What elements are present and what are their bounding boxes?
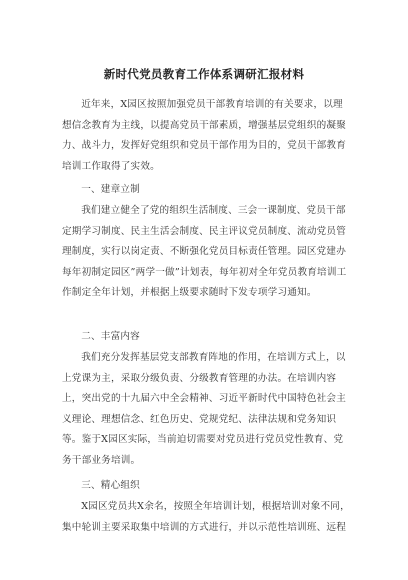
document-title: 新时代党员教育工作体系调研汇报材料 <box>103 67 305 81</box>
section-body-2: 我们充分发挥基层党支部教育阵地的作用，在培训方式上，以上党课为主，采取分级负责、分级教育管理的办法。在培训内容上，突出党的十九届六中全会精神、习近平新时代中国特色社会主义理论、理想信念、红色历史、党规党纪、法律法规和党务知识等。鉴于X园区实际，当前迫切需要对党员进行党员党性教育、党务干部业务培训。 <box>62 352 347 466</box>
section-heading-1: 一、建章立制 <box>81 184 140 195</box>
intro-paragraph: 近年来，X园区按照加强党员干部教育培训的有关要求，以理想信念教育为主线，以提高党员干部素质，增强基层党组织的凝聚力、战斗力，发挥好党组织和党员干部作用为目的，党员干部教育培训工作取得了实效。 <box>62 99 347 172</box>
section-body-3: X园区党员共X余名，按照全年培训计划，根据培训对象不同，集中轮训主要采取集中培训的方式进行，并以示范性培训班、远程 <box>62 501 350 533</box>
section-heading-3: 三、精心组织 <box>81 480 140 491</box>
section-heading-2: 二、丰富内容 <box>81 331 140 342</box>
section-body-1: 我们建立健全了党的组织生活制度、三会一课制度、党员干部定期学习制度、民主生活会制度、民主评议党员制度、流动党员管理制度，实行以岗定责、不断强化党员目标责任管理。园区党建办每年初制定园区”两学一做”计划表，每年初对全年党员教育培训工作制定全年计划，并根据上级要求随时下发专项学习通知。 <box>62 205 347 299</box>
